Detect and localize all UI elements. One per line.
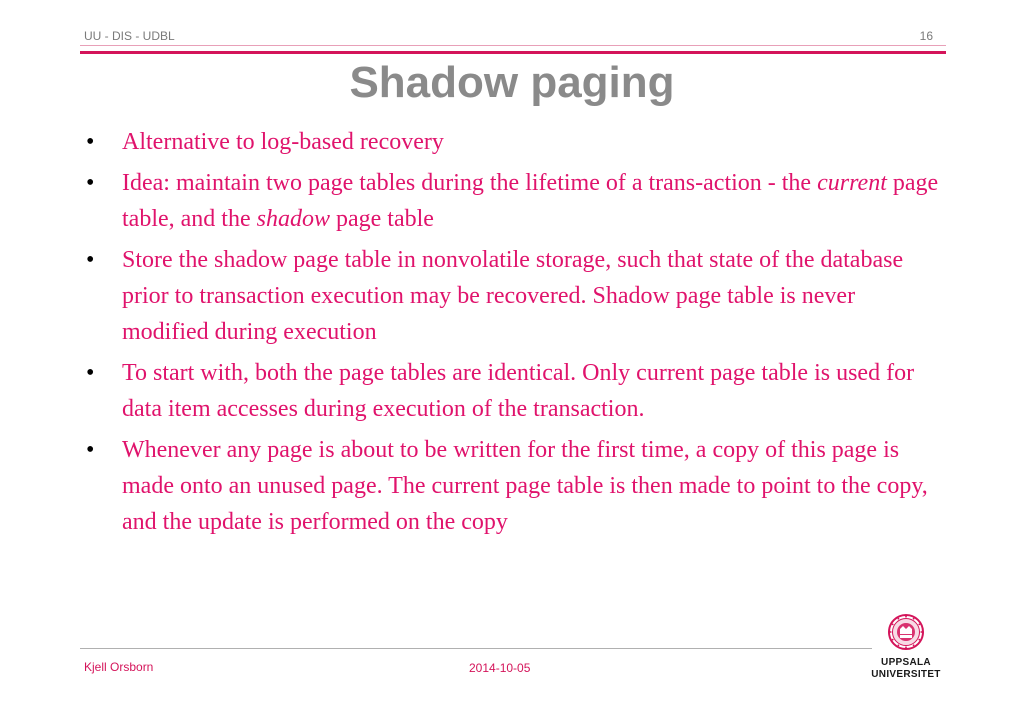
bullet-item: [86, 355, 946, 427]
bullet-item: [86, 432, 946, 540]
bullet-text-mid: page table, and the: [122, 170, 939, 232]
bullet-emphasis-shadow: shadow: [256, 206, 330, 232]
header-divider-thin: [80, 45, 946, 46]
slide-title: Shadow paging: [349, 58, 675, 107]
bullet-dot-icon: •: [86, 129, 95, 155]
bullet-text-pre: Idea: maintain two page tables during the lifetime of a trans-action - the: [122, 170, 818, 196]
bullet-dot-icon: •: [86, 170, 95, 196]
footer-divider: [80, 648, 872, 649]
bullet-text: Whenever any page is about to be written for the first time, a copy of this page is made onto an unused page. The current page table is then made to point to the copy, and the update is performed on the copy: [122, 437, 928, 535]
bullet-list: [86, 124, 946, 545]
bullet-text: To start with, both the page tables are identical. Only current page table is used for data item accesses during execution of the transaction.: [122, 360, 915, 422]
university-name-line2: UNIVERSITET: [871, 669, 941, 680]
bullet-dot-icon: •: [86, 437, 95, 463]
header-divider: [80, 51, 946, 54]
university-name-line1: UPPSALA: [881, 657, 931, 668]
bullet-item: [86, 165, 946, 237]
bullet-text-post: page table: [329, 206, 434, 232]
slide-number: 16: [919, 29, 933, 43]
footer-date: 2014-10-05: [469, 661, 531, 675]
bullet-item: [86, 124, 946, 160]
bullet-emphasis-current: current: [817, 170, 887, 196]
bullet-dot-icon: •: [86, 247, 95, 273]
bullet-text: Store the shadow page table in nonvolatile storage, such that state of the database prior to transaction execution may be recovered. Shadow page table is never modified during execution: [122, 247, 904, 345]
bullet-dot-icon: •: [86, 360, 95, 386]
bullet-item: [86, 242, 946, 350]
footer-author: Kjell Orsborn: [84, 660, 154, 674]
header-course-label: UU - DIS - UDBL: [84, 29, 175, 43]
university-name: [866, 657, 946, 681]
bullet-text: Alternative to log-based recovery: [122, 129, 444, 155]
